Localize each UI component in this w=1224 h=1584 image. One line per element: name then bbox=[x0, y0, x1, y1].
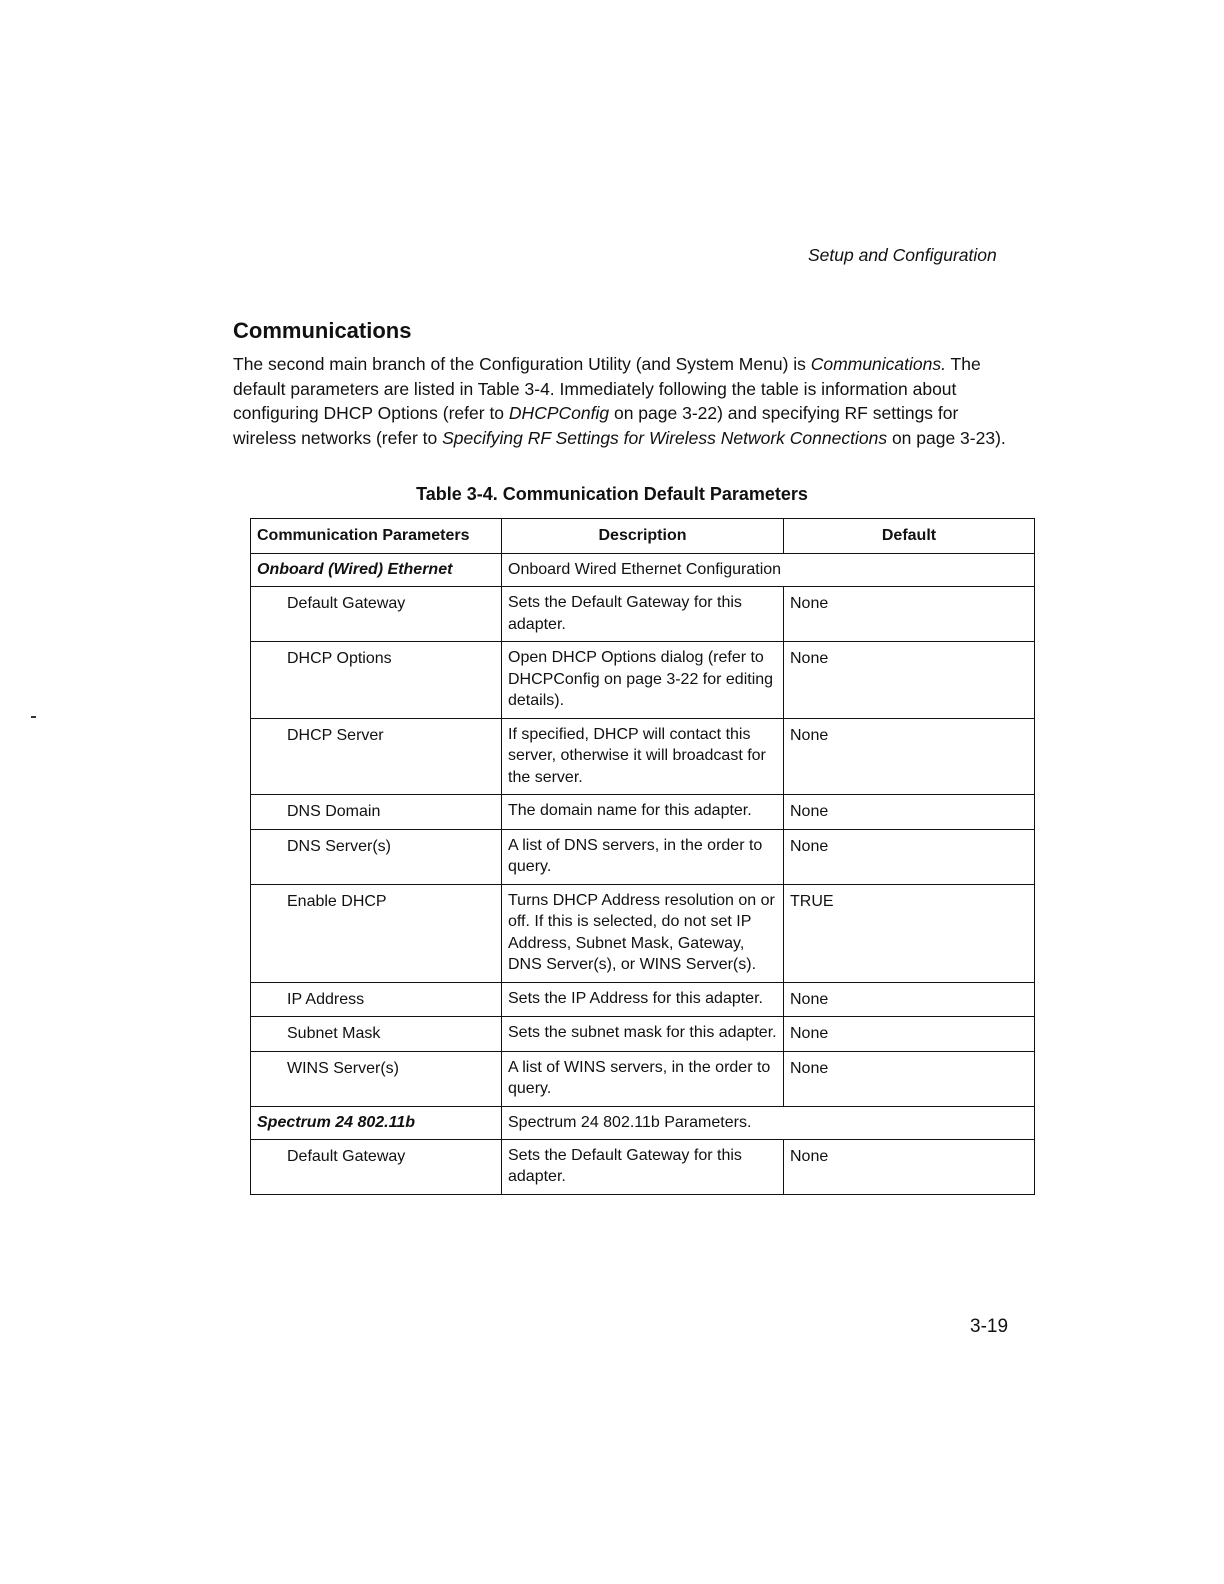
intro-paragraph bbox=[233, 352, 1023, 450]
running-header: Setup and Configuration bbox=[808, 245, 997, 265]
column-header-description: Description bbox=[502, 519, 784, 554]
table-row bbox=[251, 642, 1035, 719]
param-name: Subnet Mask bbox=[251, 1017, 502, 1052]
intro-text: on page 3-23). bbox=[887, 427, 1006, 448]
param-default: None bbox=[784, 982, 1035, 1017]
param-default: TRUE bbox=[784, 884, 1035, 982]
table-row bbox=[251, 1017, 1035, 1052]
param-name: DHCP Server bbox=[251, 718, 502, 795]
param-default: None bbox=[784, 829, 1035, 884]
param-default: None bbox=[784, 587, 1035, 642]
table-row bbox=[251, 718, 1035, 795]
table-row bbox=[251, 829, 1035, 884]
param-name: Default Gateway bbox=[251, 587, 502, 642]
param-default: None bbox=[784, 718, 1035, 795]
param-name: WINS Server(s) bbox=[251, 1051, 502, 1106]
table-row bbox=[251, 884, 1035, 982]
param-name: Default Gateway bbox=[251, 1139, 502, 1194]
intro-italic-dhcpconfig: DHCPConfig bbox=[508, 403, 610, 423]
param-description: Sets the IP Address for this adapter. bbox=[502, 982, 784, 1017]
param-name: DNS Server(s) bbox=[251, 829, 502, 884]
param-description: If specified, DHCP will contact this server, otherwise it will broadcast for the server. bbox=[502, 718, 784, 795]
scan-mark bbox=[31, 716, 36, 718]
intro-italic-communications: Communications. bbox=[810, 354, 946, 374]
param-description: The domain name for this adapter. bbox=[502, 795, 784, 830]
group-description: Spectrum 24 802.11b Parameters. bbox=[502, 1106, 1035, 1139]
param-description: Sets the subnet mask for this adapter. bbox=[502, 1017, 784, 1052]
table-caption: Table 3-4. Communication Default Parameters bbox=[416, 484, 808, 504]
param-default: None bbox=[784, 1017, 1035, 1052]
group-row-onboard-ethernet bbox=[251, 554, 1035, 587]
param-name: DHCP Options bbox=[251, 642, 502, 719]
group-name: Spectrum 24 802.11b bbox=[251, 1106, 502, 1139]
table-row bbox=[251, 1139, 1035, 1194]
table-header-row bbox=[251, 519, 1035, 554]
table-row bbox=[251, 982, 1035, 1017]
param-description: A list of WINS servers, in the order to query. bbox=[502, 1051, 784, 1106]
param-description: Turns DHCP Address resolution on or off. If this is selected, do not set IP Address, Subnet Mask, Gateway, DNS Server(s), or WINS Server(s). bbox=[502, 884, 784, 982]
param-name: DNS Domain bbox=[251, 795, 502, 830]
page-number: 3-19 bbox=[970, 1316, 1009, 1337]
table-row bbox=[251, 1051, 1035, 1106]
column-header-parameters: Communication Parameters bbox=[251, 519, 502, 554]
param-description: Sets the Default Gateway for this adapter. bbox=[502, 587, 784, 642]
param-default: None bbox=[784, 795, 1035, 830]
parameters-table bbox=[250, 518, 1035, 1195]
param-name: Enable DHCP bbox=[251, 884, 502, 982]
intro-text: The default parameters are listed in Table 3-4. Immediately following the table is information about configuring DHCP Options (refer to bbox=[233, 354, 981, 423]
param-description: Open DHCP Options dialog (refer to DHCPConfig on page 3-22 for editing details). bbox=[502, 642, 784, 719]
intro-text: on page 3-22) and specifying RF settings for wireless networks (refer to bbox=[233, 403, 959, 448]
intro-text: The second main branch of the Configuration Utility (and System Menu) is bbox=[233, 354, 806, 374]
table-row bbox=[251, 587, 1035, 642]
group-row-spectrum-24 bbox=[251, 1106, 1035, 1139]
group-description: Onboard Wired Ethernet Configuration bbox=[502, 554, 1035, 587]
column-header-default: Default bbox=[784, 519, 1035, 554]
param-default: None bbox=[784, 642, 1035, 719]
table-row bbox=[251, 795, 1035, 830]
param-description: A list of DNS servers, in the order to query. bbox=[502, 829, 784, 884]
section-title: Communications bbox=[233, 318, 412, 343]
param-default: None bbox=[784, 1051, 1035, 1106]
group-name: Onboard (Wired) Ethernet bbox=[251, 554, 502, 587]
intro-italic-rf-settings: Specifying RF Settings for Wireless Network Connections bbox=[442, 427, 888, 448]
param-default: None bbox=[784, 1139, 1035, 1194]
param-description: Sets the Default Gateway for this adapter. bbox=[502, 1139, 784, 1194]
param-name: IP Address bbox=[251, 982, 502, 1017]
